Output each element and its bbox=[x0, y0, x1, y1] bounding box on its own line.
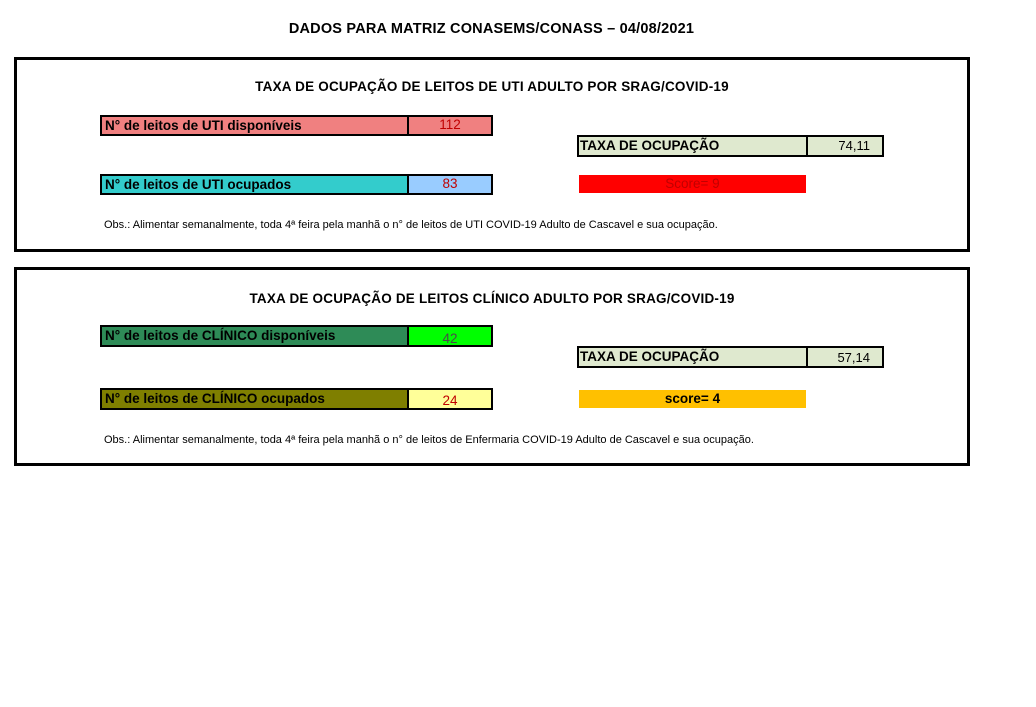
clinico-taxa-label: TAXA DE OCUPAÇÃO bbox=[577, 346, 808, 368]
page-title: DADOS PARA MATRIZ CONASEMS/CONASS – 04/08/2021 bbox=[288, 21, 695, 37]
grid-tick bbox=[967, 154, 970, 168]
uti-available-value: 112 bbox=[407, 115, 493, 136]
uti-taxa-label: TAXA DE OCUPAÇÃO bbox=[577, 135, 808, 157]
clinico-available-label: N° de leitos de CLÍNICO disponíveis bbox=[100, 325, 409, 347]
clinico-occupied-value: 24 bbox=[407, 388, 493, 410]
uti-available-label: N° de leitos de UTI disponíveis bbox=[100, 115, 409, 136]
clinico-taxa-value: 57,14 bbox=[806, 346, 884, 368]
uti-section-title: TAXA DE OCUPAÇÃO DE LEITOS DE UTI ADULTO POR SRAG/COVID-19 bbox=[255, 79, 729, 94]
clinico-occupied-label: N° de leitos de CLÍNICO ocupados bbox=[100, 388, 409, 410]
uti-taxa-value: 74,11 bbox=[806, 135, 884, 157]
uti-occupied-label: N° de leitos de UTI ocupados bbox=[100, 174, 409, 195]
grid-tick bbox=[967, 368, 970, 382]
grid-tick bbox=[967, 405, 970, 419]
grid-tick bbox=[967, 432, 970, 446]
grid-tick bbox=[967, 222, 970, 236]
grid-tick bbox=[967, 325, 970, 339]
grid-tick bbox=[967, 194, 970, 208]
grid-tick bbox=[967, 112, 970, 126]
uti-occupied-value: 83 bbox=[407, 174, 493, 195]
clinico-available-value: 42 bbox=[407, 325, 493, 347]
uti-obs-note: Obs.: Alimentar semanalmente, toda 4ª feira pela manhã o n° de leitos de UTI COVID-19 Adulto de Cascavel e sua ocupação. bbox=[104, 219, 718, 231]
uti-score-badge: Score= 9 bbox=[579, 175, 806, 193]
clinico-section-title: TAXA DE OCUPAÇÃO DE LEITOS CLÍNICO ADULTO POR SRAG/COVID-19 bbox=[249, 291, 735, 306]
clinico-score-badge: score= 4 bbox=[579, 390, 806, 408]
clinico-obs-note: Obs.: Alimentar semanalmente, toda 4ª feira pela manhã o n° de leitos de Enfermaria COVID-19 Adulto de Cascavel e sua ocupação. bbox=[104, 434, 754, 446]
